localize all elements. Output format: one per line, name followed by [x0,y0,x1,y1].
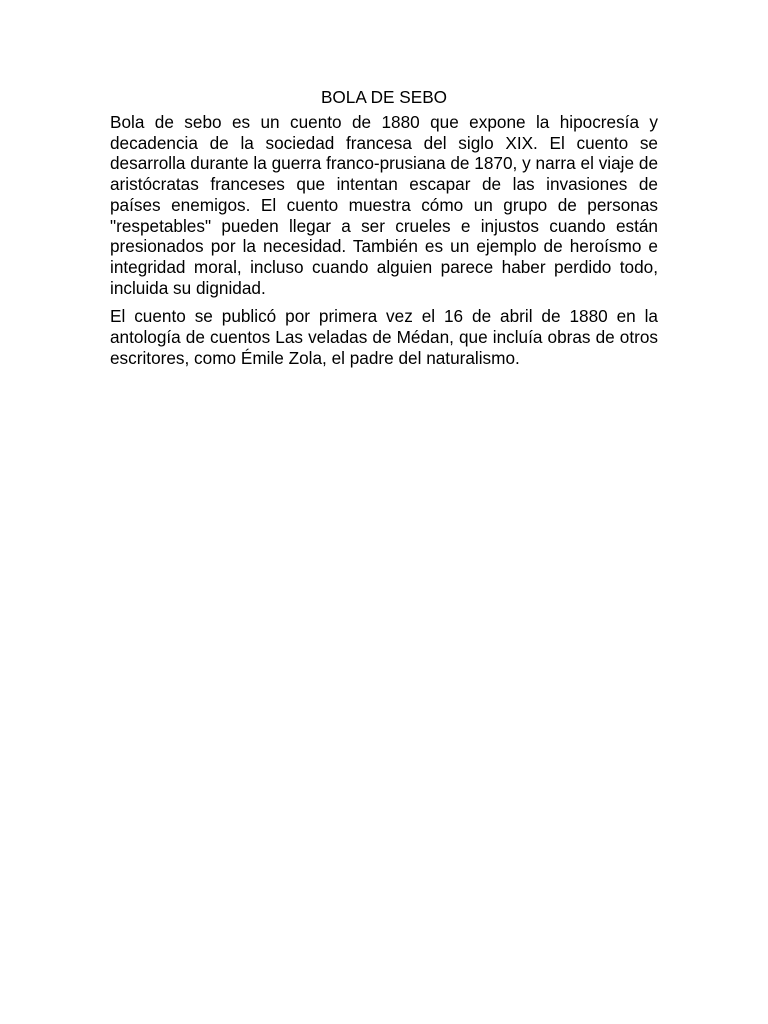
paragraph-2: El cuento se publicó por primera vez el 16 de abril de 1880 en la antología de cuentos Las veladas de Médan, que incluía obras de otros escritores, como Émile Zola, el padre del naturalismo. [110,306,658,368]
document-body [110,86,658,376]
paragraph-1: Bola de sebo es un cuento de 1880 que expone la hipocresía y decadencia de la sociedad francesa del siglo XIX. El cuento se desarrolla durante la guerra franco-prusiana de 1870, y narra el viaje de aristócratas franceses que intentan escapar de las invasiones de países enemigos. El cuento muestra cómo un grupo de personas "respetables" pueden llegar a ser crueles e injustos cuando están presionados por la necesidad. También es un ejemplo de heroísmo e integridad moral, incluso cuando alguien parece haber perdido todo, incluida su dignidad. [110,112,658,298]
document-title: BOLA DE SEBO [320,87,448,107]
